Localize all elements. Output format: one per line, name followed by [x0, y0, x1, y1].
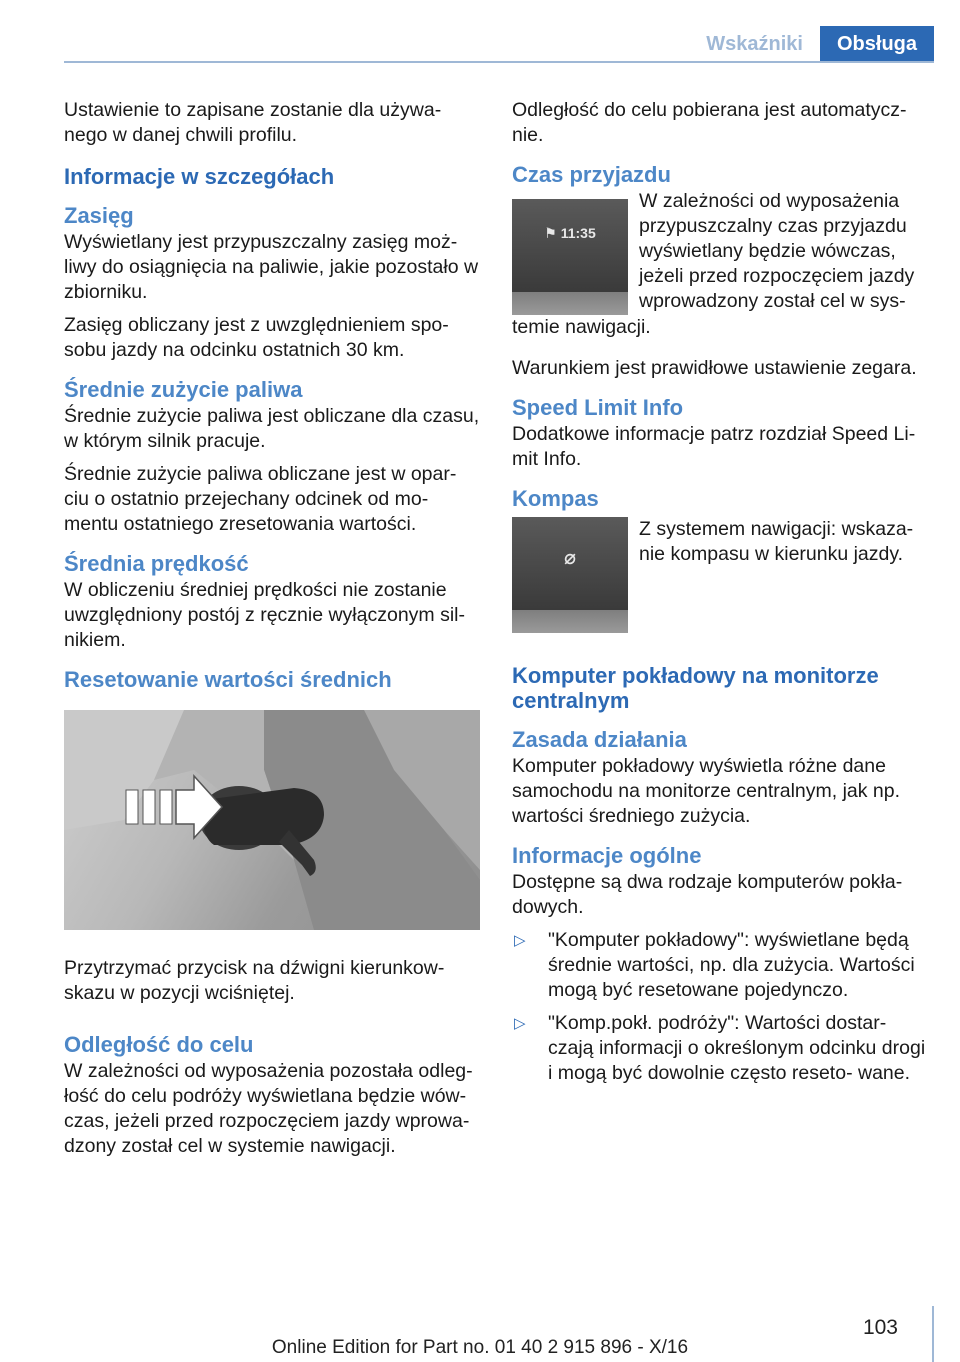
chapter-tabs [689, 26, 934, 62]
subsection-heading: Średnie zużycie paliwa [64, 377, 303, 402]
paragraph: Dostępne są dwa rodzaje komputerów pokła- dowych. [512, 871, 903, 918]
subsection-heading: Kompas [512, 486, 599, 511]
paragraph: Dodatkowe informacje patrz rozdział Speed Li- mit Info. [512, 423, 916, 470]
subsection-heading: Średnia prędkość [64, 551, 249, 576]
lever-illustration [64, 710, 480, 930]
paragraph: Wyświetlany jest przypuszczalny zasięg moż- liwy do osiągnięcia na paliwie, jakie pozostało w zbiorniku. [64, 231, 479, 303]
compass-icon: ⌀ [563, 547, 577, 569]
list-item [512, 928, 928, 1003]
paragraph: Warunkiem jest prawidłowe ustawienie zegara. [512, 357, 917, 379]
tab-wskazniki[interactable]: Wskaźniki [706, 32, 803, 55]
triangle-bullet-icon: ▷ [514, 932, 526, 949]
arrival-display-image [512, 189, 628, 315]
subsection-heading: Zasada działania [512, 727, 687, 752]
subsection-heading: Zasięg [64, 203, 134, 228]
paragraph: Odległość do celu pobierana jest automatycz- nie. [512, 99, 907, 146]
paragraph: Przytrzymać przycisk na dźwigni kierunkow- skazu w pozycji wciśniętej. [64, 957, 445, 1004]
subsection-heading: Czas przyjazdu [512, 162, 671, 187]
paragraph: W obliczeniu średniej prędkości nie zostanie uwzględniony postój z ręcznie wyłączonym sil- nikiem. [64, 579, 465, 651]
compass-display [512, 517, 628, 633]
paragraph: temie nawigacji. [512, 316, 651, 338]
edition-footer: Online Edition for Part no. 01 40 2 915 896 - X/16 [271, 1337, 689, 1358]
turn-signal-lever-photo [64, 710, 480, 930]
list-item-text: "Komp.pokł. podróży": Wartości dostar- czają informacji o określonym odcinku drogi i mogą być dowolnie często reseto- wane. [548, 1012, 926, 1084]
subsection-heading: Informacje ogólne [512, 843, 702, 868]
list-item-text: "Komputer pokładowy": wyświetlane będą średnie wartości, np. dla zużycia. Wartości mogą być resetowane pojedynczo. [548, 929, 915, 1001]
compass-block [512, 517, 928, 633]
paragraph: Z systemem nawigacji: wskaza- nie kompasu w kierunku jazdy. [639, 518, 914, 565]
left-column [64, 98, 480, 1167]
paragraph: Średnie zużycie paliwa obliczane jest w opar- ciu o ostatnio przejechany odcinek od mo- mentu ostatniego zresetowania wartości. [64, 463, 457, 535]
page-number: 103 [862, 1316, 898, 1339]
paragraph: W zależności od wyposażenia przypuszczalny czas przyjazdu wyświetlany będzie wówczas, jeżeli przed rozpoczęciem jazdy wprowadzony został cel w sys- [639, 190, 915, 312]
paragraph: Komputer pokładowy wyświetla różne dane samochodu na monitorze centralnym, jak np. wartości średniego zużycia. [512, 755, 901, 827]
flag-icon: ⚑ [544, 225, 561, 241]
list-item [512, 1011, 928, 1086]
compass-text [639, 517, 928, 633]
arrival-text [639, 189, 928, 315]
tab-obsluga[interactable]: Obsługa [820, 26, 934, 62]
paragraph: W zależności od wyposażenia pozostała odleg- łość do celu podróży wyświetlana będzie wów- czas, jeżeli przed rozpoczęciem jazdy wprowa- dzony został cel w systemie nawigacji. [64, 1060, 473, 1157]
arrival-time-block [512, 189, 928, 315]
paragraph: Zasięg obliczany jest z uwzględnieniem spo- sobu jazdy na odcinku ostatnich 30 km. [64, 314, 449, 361]
subsection-heading: Resetowanie wartości średnich [64, 667, 392, 692]
header-rule [64, 61, 934, 63]
triangle-bullet-icon: ▷ [514, 1015, 526, 1032]
paragraph: Średnie zużycie paliwa jest obliczane dla czasu, w którym silnik pracuje. [64, 405, 480, 452]
compass-display-image [512, 517, 628, 633]
arrival-display [512, 199, 628, 315]
arrival-time-value: 11:35 [560, 225, 596, 241]
section-heading: Komputer pokładowy na monitorze centralnym [512, 663, 879, 713]
section-heading: Informacje w szczegółach [64, 164, 335, 189]
subsection-heading: Odległość do celu [64, 1032, 254, 1057]
paragraph: Ustawienie to zapisane zostanie dla używa- nego w danej chwili profilu. [64, 99, 442, 146]
right-column [512, 98, 928, 1094]
subsection-heading: Speed Limit Info [512, 395, 684, 420]
